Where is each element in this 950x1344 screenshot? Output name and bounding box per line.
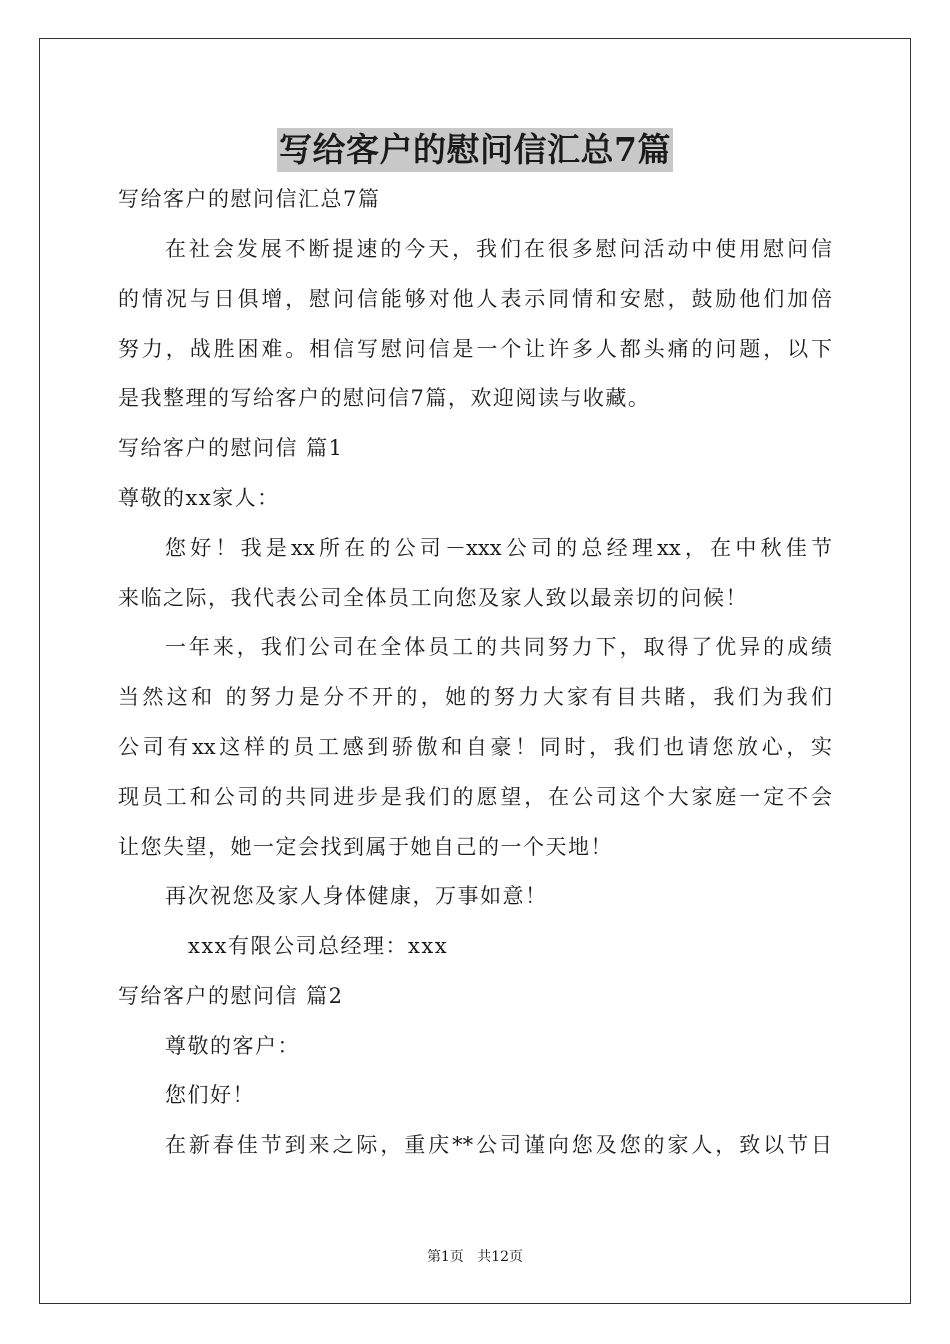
paragraph-line: 让您失望，她一定会找到属于她自己的一个天地！ xyxy=(118,835,613,859)
paragraph-line: 是我整理的写给客户的慰问信7篇，欢迎阅读与收藏。 xyxy=(118,386,651,410)
paragraph-line: 一年来，我们公司在全体员工的共同努力下，取得了优异的成绩 xyxy=(165,635,832,659)
section-heading: 写给客户的慰问信 篇1 xyxy=(118,436,344,460)
paragraph-line: 在新春佳节到来之际，重庆**公司谨向您及您的家人，致以节日 xyxy=(165,1133,832,1157)
paragraph-line: 努力，战胜困难。相信写慰问信是一个让许多人都头痛的问题，以下 xyxy=(118,337,832,361)
greeting-line: 您们好！ xyxy=(165,1083,255,1107)
page-number: 第1页 xyxy=(426,1249,464,1265)
paragraph-line: 来临之际，我代表公司全体员工向您及家人致以最亲切的问候！ xyxy=(118,586,748,610)
paragraph-line: 现员工和公司的共同进步是我们的愿望，在公司这个大家庭一定不会 xyxy=(118,785,832,809)
page-footer xyxy=(0,1248,950,1266)
paragraph-line: 在社会发展不断提速的今天，我们在很多慰问活动中使用慰问信 xyxy=(165,237,832,261)
title-container xyxy=(0,128,950,172)
section-heading: 写给客户的慰问信 篇2 xyxy=(118,984,344,1008)
paragraph-line: 公司有xx这样的员工感到骄傲和自豪！同时，我们也请您放心，实 xyxy=(118,735,832,759)
document-title: 写给客户的慰问信汇总7篇 xyxy=(277,128,673,172)
paragraph-line: 您好！我是xx所在的公司－xxx公司的总经理xx，在中秋佳节 xyxy=(165,536,832,560)
page-total: 共12页 xyxy=(477,1249,524,1265)
page-border xyxy=(39,38,911,1304)
salutation: 尊敬的客户： xyxy=(165,1034,300,1058)
paragraph-line: 再次祝您及家人身体健康，万事如意！ xyxy=(165,884,548,908)
salutation: 尊敬的xx家人： xyxy=(118,486,280,510)
subtitle-line: 写给客户的慰问信汇总7篇 xyxy=(118,187,381,211)
signature-line: xxx有限公司总经理：xxx xyxy=(188,934,449,958)
paragraph-line: 的情况与日俱增，慰问信能够对他人表示同情和安慰，鼓励他们加倍 xyxy=(118,287,832,311)
paragraph-line: 当然这和 的努力是分不开的，她的努力大家有目共睹，我们为我们 xyxy=(118,685,832,709)
